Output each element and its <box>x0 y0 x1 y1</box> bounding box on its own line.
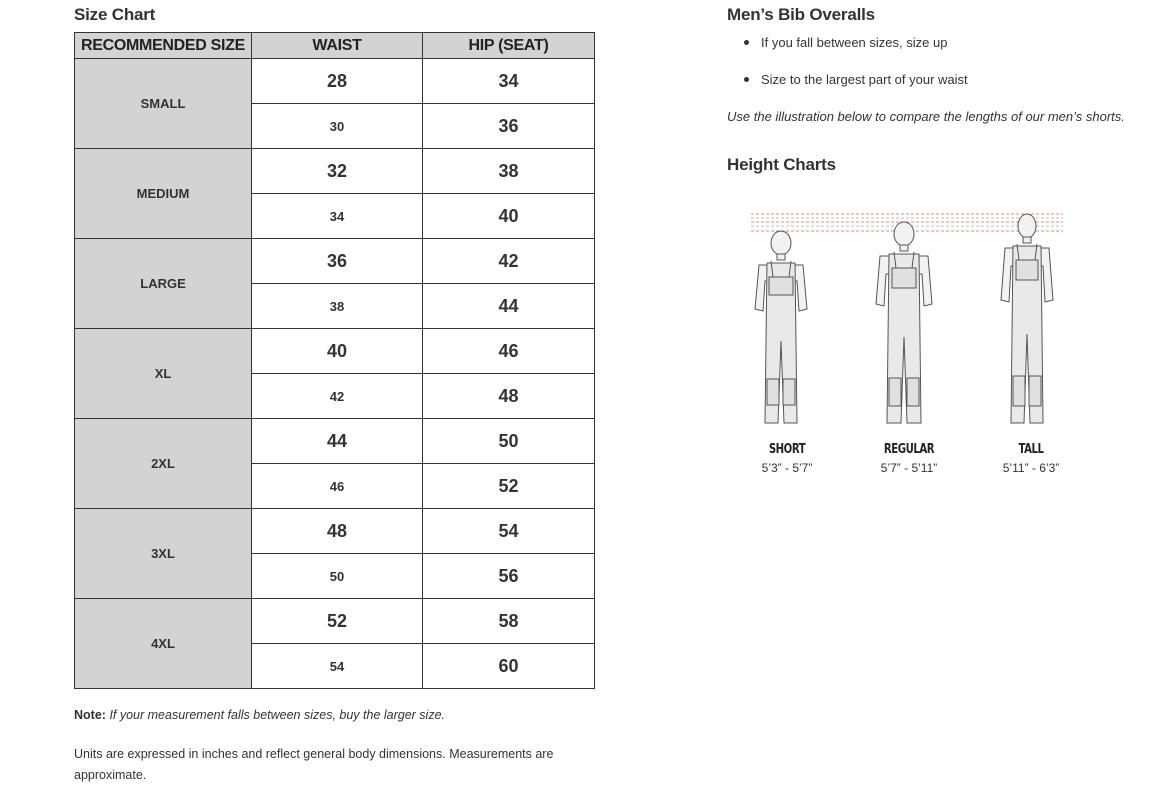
regular-label: REGULAR <box>883 442 935 457</box>
table-row <box>75 239 595 284</box>
header-hip: HIP (SEAT) <box>423 33 595 59</box>
waist-value: 32 <box>252 149 423 194</box>
waist-value: 40 <box>252 329 423 374</box>
hip-value: 50 <box>423 419 595 464</box>
size-label: 3XL <box>75 509 252 599</box>
height-figures-svg <box>751 205 1096 445</box>
waist-value: 42 <box>252 374 423 419</box>
hip-value: 48 <box>423 374 595 419</box>
table-row <box>75 149 595 194</box>
waist-value: 38 <box>252 284 423 329</box>
size-chart-title: Size Chart <box>74 5 156 24</box>
size-label: LARGE <box>75 239 252 329</box>
hip-value: 52 <box>423 464 595 509</box>
hip-value: 40 <box>423 194 595 239</box>
units-text: Units are expressed in inches and reflect general body dimensions. Measurements are approximate. <box>74 747 554 782</box>
tall-range: 5’11” - 6’3” <box>1002 461 1060 475</box>
waist-value: 28 <box>252 59 423 104</box>
table-row <box>75 329 595 374</box>
size-note <box>74 708 445 722</box>
tall-label: TALL <box>1018 442 1044 457</box>
compare-lengths-text: Use the illustration below to compare the lengths of our men’s shorts. <box>727 109 1125 124</box>
hip-value: 42 <box>423 239 595 284</box>
regular-figure-icon <box>876 222 932 423</box>
hip-value: 38 <box>423 149 595 194</box>
height-illustration <box>751 205 1096 445</box>
size-table <box>74 32 595 689</box>
note-label: Note: <box>74 708 106 722</box>
size-label: XL <box>75 329 252 419</box>
hip-value: 58 <box>423 599 595 644</box>
hip-value: 56 <box>423 554 595 599</box>
size-label: MEDIUM <box>75 149 252 239</box>
waist-value: 54 <box>252 644 423 689</box>
hip-value: 60 <box>423 644 595 689</box>
waist-value: 30 <box>252 104 423 149</box>
hip-value: 46 <box>423 329 595 374</box>
short-range: 5’3” - 5’7” <box>761 461 813 475</box>
bib-overalls-title: Men’s Bib Overalls <box>727 5 875 24</box>
regular-range: 5’7” - 5’11” <box>880 461 938 475</box>
table-header-row <box>75 33 595 59</box>
hip-value: 36 <box>423 104 595 149</box>
waist-value: 34 <box>252 194 423 239</box>
size-label: SMALL <box>75 59 252 149</box>
waist-value: 46 <box>252 464 423 509</box>
list-item: Size to the largest part of your waist <box>727 69 968 106</box>
note-text: If your measurement falls between sizes, buy the larger size. <box>109 708 446 722</box>
hip-value: 44 <box>423 284 595 329</box>
waist-value: 48 <box>252 509 423 554</box>
header-recommended-size: RECOMMENDED SIZE <box>75 33 252 59</box>
waist-value: 52 <box>252 599 423 644</box>
header-waist: WAIST <box>252 33 423 59</box>
list-item: If you fall between sizes, size up <box>727 32 968 69</box>
hip-value: 34 <box>423 59 595 104</box>
hip-value: 54 <box>423 509 595 554</box>
waist-value: 44 <box>252 419 423 464</box>
size-label: 2XL <box>75 419 252 509</box>
short-figure-icon <box>755 231 807 423</box>
size-label: 4XL <box>75 599 252 689</box>
table-row <box>75 419 595 464</box>
table-row <box>75 509 595 554</box>
height-charts-title: Height Charts <box>727 155 836 174</box>
bib-tips-list <box>727 32 968 106</box>
table-row <box>75 59 595 104</box>
short-label: SHORT <box>768 442 806 457</box>
tall-figure-icon <box>1001 214 1053 423</box>
table-row <box>75 599 595 644</box>
waist-value: 50 <box>252 554 423 599</box>
waist-value: 36 <box>252 239 423 284</box>
